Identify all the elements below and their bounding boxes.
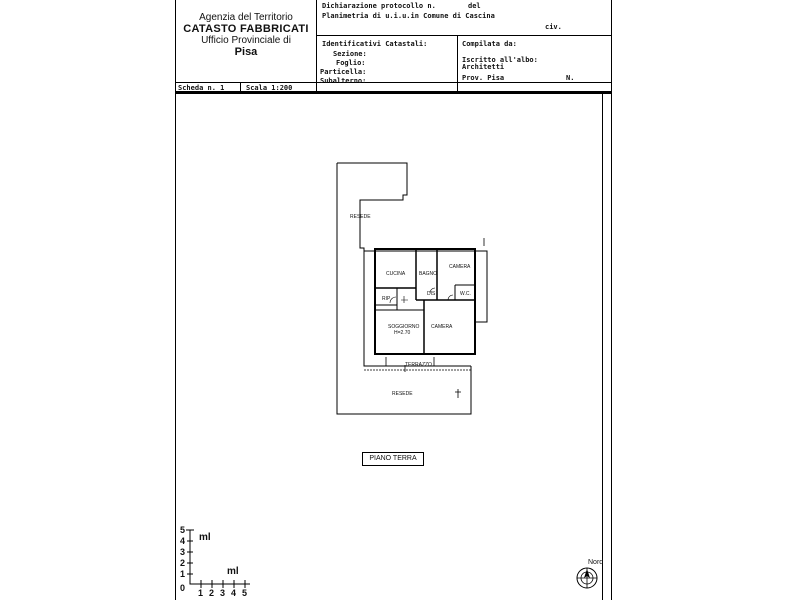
v-tick-5: 5 xyxy=(180,525,186,535)
scala-label: Scala 1:200 xyxy=(246,84,293,92)
identifiers-title: Identificativi Catastali: xyxy=(322,40,428,48)
subalterno-label: Subalterno: xyxy=(320,77,367,85)
scheda-label: Scheda n. 1 xyxy=(178,84,225,92)
sezione-label: Sezione: xyxy=(333,50,367,58)
iscritto-label: Iscritto all'albo: xyxy=(462,56,538,64)
h-tick-2: 2 xyxy=(209,588,215,598)
agency-name: Agenzia del Territorio xyxy=(199,12,293,23)
h-tick-1: 1 xyxy=(198,588,204,598)
soggiorno-label: SOGGIORNO xyxy=(388,324,420,330)
office-city: Pisa xyxy=(234,46,258,58)
declaration-del: del xyxy=(468,2,481,10)
cucina-label: CUCINA xyxy=(386,271,406,277)
declaration-label: Dichiarazione protocollo n. xyxy=(322,2,436,10)
camera-bottom-label: CAMERA xyxy=(431,324,453,330)
h-tick-0: 0 xyxy=(180,583,186,593)
ceiling-height-label: H=2.70 xyxy=(394,330,411,336)
resede-top-label: RESEDE xyxy=(350,214,371,220)
province-label: Prov. Pisa xyxy=(462,74,505,82)
camera-top-label: CAMERA xyxy=(449,264,471,270)
h-tick-4: 4 xyxy=(231,588,237,598)
v-tick-3: 3 xyxy=(180,547,186,557)
wc-label: W.C. xyxy=(460,291,471,297)
v-tick-2: 2 xyxy=(180,558,186,568)
particella-label: Particella: xyxy=(320,68,367,76)
compiled-title: Compilata da: xyxy=(462,40,517,48)
north-label: Nord xyxy=(588,559,604,566)
scale-unit-vertical: ml xyxy=(199,532,211,543)
planimetry-label: Planimetria di u.i.u.in Comune di Cascina xyxy=(322,12,495,20)
dis-label: DIS xyxy=(427,291,436,297)
rip-label: RIP xyxy=(382,296,391,302)
north-arrow-icon xyxy=(575,566,599,590)
h-tick-3: 3 xyxy=(220,588,226,598)
foglio-label: Foglio: xyxy=(336,59,366,67)
v-tick-4: 4 xyxy=(180,536,186,546)
civic-label: civ. xyxy=(545,23,562,31)
floor-label: PIANO TERRA xyxy=(362,452,424,466)
scale-unit-horizontal: ml xyxy=(227,566,239,577)
office-name: Ufficio Provinciale di xyxy=(201,35,291,46)
h-tick-5: 5 xyxy=(242,588,248,598)
v-tick-1: 1 xyxy=(180,569,186,579)
terrazzo-label: TERRAZZO xyxy=(405,362,432,368)
number-label: N. xyxy=(566,74,575,82)
albo-value: Architetti xyxy=(462,63,505,71)
registry-name: CATASTO FABBRICATI xyxy=(183,23,309,35)
bagno-label: BAGNO xyxy=(419,271,438,277)
resede-bottom-label: RESEDE xyxy=(392,391,413,397)
